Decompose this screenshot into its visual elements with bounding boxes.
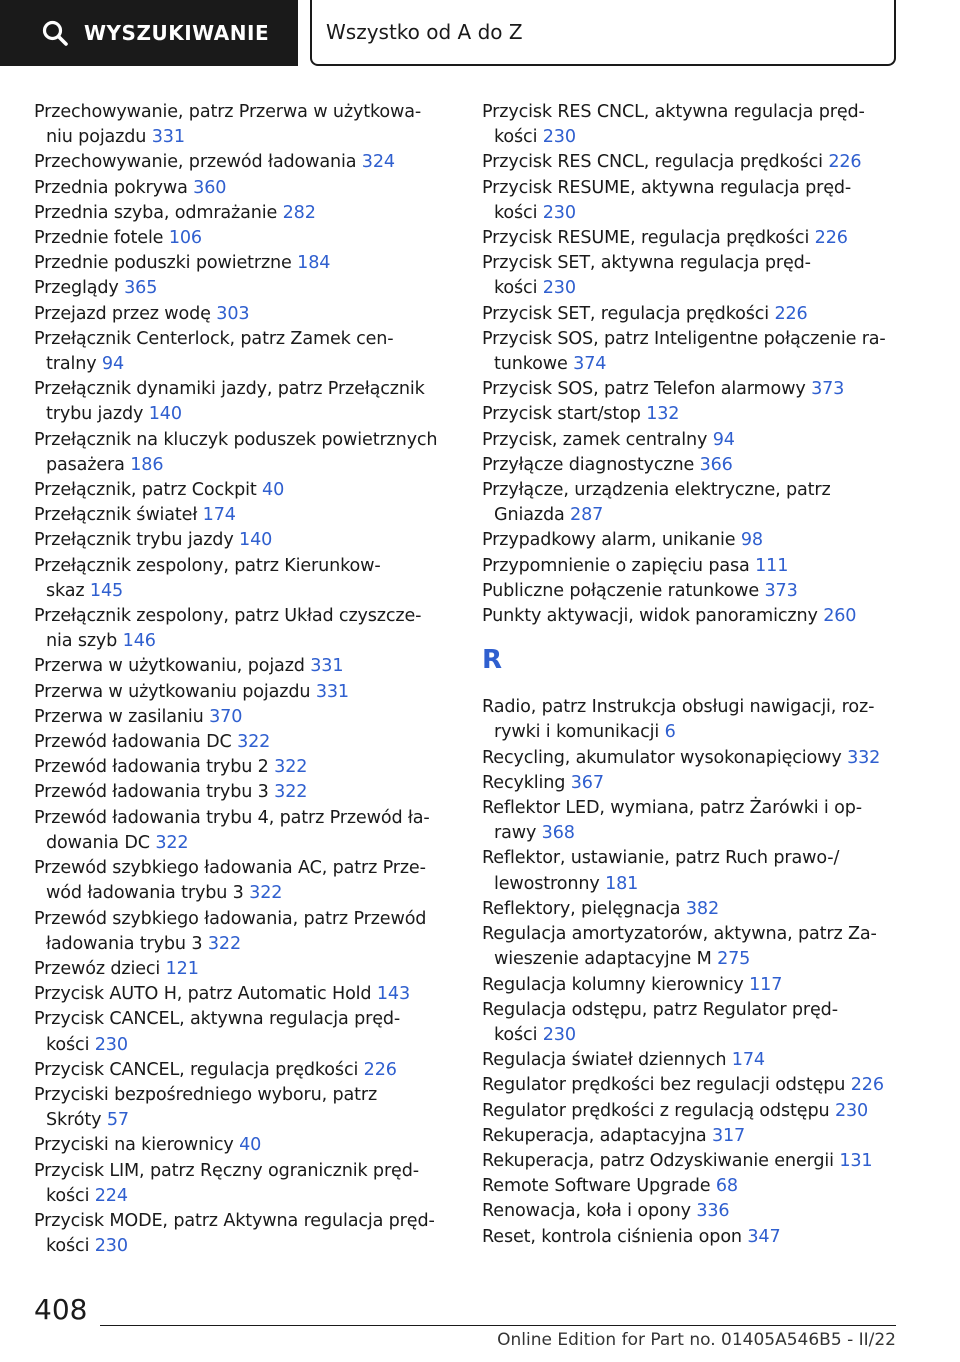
index-entry-term-continuation: lewostronny [494,873,600,894]
index-entry [482,579,902,604]
page-link[interactable]: 98 [740,530,763,551]
index-entry [34,327,464,377]
index-entry-term-continuation: kości [46,1185,90,1206]
index-entry [482,1174,902,1199]
footer-divider [100,1325,896,1326]
index-entry-term: Regulacja kolumny kierownicy [482,974,744,995]
index-entry-term: Przełącznik zespolony, patrz Układ czyszcze- [34,606,422,627]
index-entry-term: Przerwa w zasilaniu [34,706,204,727]
index-entry [34,377,464,427]
index-entry [34,806,464,856]
a-to-z-tab-label: Wszystko od A do Z [326,20,523,44]
index-entry [34,957,464,982]
page-link[interactable]: 382 [685,898,720,919]
index-entry-term: Przewód szybkiego ładowania, patrz Przewód [34,908,427,929]
index-entry-term: Przycisk LIM, patrz Ręczny ogranicznik pręd- [34,1160,419,1181]
index-entry-term: Renowacja, koła i opony [482,1201,691,1222]
index-entry [34,856,464,906]
index-entry [34,528,464,553]
index-entry [482,1048,902,1073]
search-tab-label: WYSZUKIWANIE [84,21,270,45]
index-entry-term: Przycisk SET, aktywna regulacja pręd- [482,253,811,274]
index-entry [34,654,464,679]
index-entry-term: Przypadkowy alarm, unikanie [482,530,736,551]
index-entry [34,302,464,327]
index-entry-term: Przednie fotele [34,228,164,249]
index-entry-term: Regulator prędkości bez regulacji odstępu [482,1075,846,1096]
index-entry-term: Przycisk RESUME, aktywna regulacja pręd- [482,177,852,198]
index-entry [482,1149,902,1174]
index-entry [34,1058,464,1083]
page-link[interactable]: 226 [814,228,848,249]
page-link[interactable]: 275 [717,949,751,970]
index-column-left [34,100,464,1259]
index-entry [34,1083,464,1133]
index-entry-term: Regulacja świateł dziennych [482,1050,727,1071]
page-link[interactable]: 174 [202,505,236,526]
index-entry-term: Przerwa w użytkowaniu, pojazd [34,656,305,677]
index-entry-term: Publiczne połączenie ratunkowe [482,580,760,601]
index-entry-term-continuation: wieszenie adaptacyjne M [494,949,712,970]
page-link[interactable]: 230 [834,1100,869,1121]
index-entry-term: Przycisk, zamek centralny [482,429,708,450]
page-link[interactable]: 373 [764,580,798,601]
page-link[interactable]: 106 [168,228,202,249]
page-link[interactable]: 317 [711,1125,746,1146]
index-entry [482,771,902,796]
index-entry-term-continuation: nia szyb [46,631,118,652]
index-entry-term: Regulator prędkości z regulacją odstępu [482,1100,830,1121]
index-entry-term: Punkty aktywacji, widok panoramiczny [482,606,818,627]
index-entry-term-continuation: ładowania trybu 3 [46,933,203,954]
index-entry [34,907,464,957]
index-entry-term: Przewóz dzieci [34,958,161,979]
page-link[interactable]: 140 [239,530,273,551]
index-entry-term-continuation: kości [494,278,538,299]
index-entry [34,100,464,150]
index-entry-term: Przednie poduszki powietrzne [34,253,292,274]
index-entry [482,150,902,175]
page-link[interactable]: 226 [850,1075,884,1096]
page-link[interactable]: 40 [262,480,285,501]
index-entry [34,1159,464,1209]
index-entry [482,1199,902,1224]
section-letter-r: R [482,645,503,676]
page-link[interactable]: 132 [646,404,680,425]
index-entry [34,680,464,705]
page-link[interactable]: 226 [363,1059,397,1080]
index-entry-term: Przewód ładowania DC [34,732,232,753]
page-link[interactable]: 332 [847,747,881,768]
a-to-z-tab[interactable] [310,0,896,66]
index-entry-term: Przewód ładowania trybu 3 [34,782,269,803]
page-link[interactable]: 117 [749,974,783,995]
page-link[interactable]: 322 [207,933,241,954]
page-link[interactable]: 184 [297,253,331,274]
page-link[interactable]: 186 [130,454,164,475]
index-entry [34,150,464,175]
index-entry [34,176,464,201]
page-link[interactable]: 57 [106,1110,129,1131]
index-entry-term-continuation: tralny [46,354,97,375]
index-entry-term-continuation: kości [46,1236,90,1257]
index-entry-term: Przełącznik dynamiki jazdy, patrz Przełącznik [34,379,425,400]
page-link[interactable]: 322 [237,732,271,753]
page-link[interactable]: 260 [823,606,857,627]
index-entry [482,176,902,226]
index-entry [34,428,464,478]
index-entry-term-continuation: pasażera [46,454,125,475]
search-tab[interactable] [0,0,298,66]
index-entry [482,796,902,846]
index-entry-term-continuation: wód ładowania trybu 3 [46,883,244,904]
index-group-r [482,695,902,1249]
page-link[interactable]: 143 [376,984,411,1005]
index-entry-term: Przełącznik na kluczyk poduszek powietrznych [34,429,438,450]
index-entry [482,922,902,972]
page-link[interactable]: 331 [315,681,349,702]
index-entry-term: Przełącznik trybu jazdy [34,530,234,551]
index-entry [482,327,902,377]
index-entry [482,251,902,301]
index-entry-term: Przewód szybkiego ładowania AC, patrz Prze- [34,858,426,879]
index-entry-term-continuation: skaz [46,580,85,601]
index-entry-term: Regulacja odstępu, patrz Regulator pręd- [482,999,838,1020]
index-entry-term: Rekuperacja, patrz Odzyskiwanie energii [482,1150,834,1171]
index-entry [482,528,902,553]
index-entry [482,453,902,478]
index-entry [34,251,464,276]
index-entry-term: Przyłącze, urządzenia elektryczne, patrz [482,480,831,501]
index-entry-term-continuation: kości [46,1034,90,1055]
page-link[interactable]: 174 [731,1050,765,1071]
page-link[interactable]: 322 [155,832,189,853]
index-entry-term: Przełącznik zespolony, patrz Kierunkow- [34,555,381,576]
index-entry-term-continuation: tunkowe [494,354,568,375]
index-entry [34,503,464,528]
page-link[interactable]: 6 [664,722,676,743]
index-entry-term: Rekuperacja, adaptacyjna [482,1125,707,1146]
index-entry [482,1124,902,1149]
index-entry-term: Przycisk MODE, patrz Aktywna regulacja pręd- [34,1210,435,1231]
index-entry-term: Radio, patrz Instrukcja obsługi nawigacji, roz- [482,697,875,718]
page-link[interactable]: 230 [94,1034,128,1055]
page-link[interactable]: 370 [209,706,243,727]
index-entry [482,998,902,1048]
page-link[interactable]: 230 [542,1024,576,1045]
index-entry-term: Przycisk SET, regulacja prędkości [482,303,769,324]
index-entry-term: Przypomnienie o zapięciu pasa [482,555,750,576]
index-entry-term: Reflektor, ustawianie, patrz Ruch prawo-/ [482,848,840,869]
page-link[interactable]: 181 [605,873,639,894]
index-entry-term-continuation: trybu jazdy [46,404,144,425]
index-entry-term: Przewód ładowania trybu 2 [34,757,269,778]
index-entry-term: Przycisk RES CNCL, aktywna regulacja pręd- [482,102,865,122]
page-link[interactable]: 146 [122,631,156,652]
edition-note: Online Edition for Part no. 01405A546B5 - II/22 [497,1330,896,1350]
index-entry-term-continuation: rywki i komunikacji [494,722,660,743]
index-entry-term: Remote Software Upgrade [482,1176,711,1197]
page-link[interactable]: 336 [696,1201,730,1222]
page-link[interactable]: 140 [148,404,182,425]
page-link[interactable]: 322 [249,883,283,904]
index-entry [482,973,902,998]
index-entry-term: Przełącznik Centerlock, patrz Zamek cen- [34,328,394,349]
page-link[interactable]: 331 [151,127,185,148]
page-link[interactable]: 145 [89,580,124,601]
index-entry [482,897,902,922]
page-link[interactable]: 226 [774,303,808,324]
index-entry-term-continuation: niu pojazdu [46,127,147,148]
index-entry-term: Przełącznik świateł [34,505,198,526]
index-entry-term: Recykling [482,772,566,793]
index-entry [34,1209,464,1259]
page-link[interactable]: 282 [282,202,316,223]
page-link[interactable]: 322 [274,757,308,778]
page-link[interactable]: 94 [101,354,125,375]
index-entry [482,846,902,896]
index-entry-term-continuation: Gniazda [494,505,565,526]
page-link[interactable]: 367 [570,772,604,793]
index-entry [34,554,464,604]
page-link[interactable]: 374 [573,354,607,375]
index-entry [482,554,902,579]
page-link[interactable]: 111 [755,555,789,576]
index-entry [34,780,464,805]
index-entry-term-continuation: dowania DC [46,832,150,853]
index-entry [482,302,902,327]
page-link[interactable]: 224 [94,1185,128,1206]
index-entry [34,1133,464,1158]
index-entry-term-continuation: rawy [494,823,537,844]
page-link[interactable]: 324 [361,152,395,173]
index-entry-term: Reset, kontrola ciśnienia opon [482,1226,742,1247]
index-entry [34,982,464,1007]
page-link[interactable]: 366 [699,454,733,475]
index-entry-term: Przednia pokrywa [34,177,188,198]
page-link[interactable]: 230 [94,1236,128,1257]
index-entry-term: Przeglądy [34,278,119,299]
index-entry [34,730,464,755]
index-entry-term: Reflektor LED, wymiana, patrz Żarówki i op- [482,798,862,819]
index-entry [482,746,902,771]
index-group-p-continued [482,100,902,629]
index-entry-term: Przejazd przez wodę [34,303,211,324]
page-link[interactable]: 331 [310,656,344,677]
index-entry [34,226,464,251]
index-entry-term: Przełącznik, patrz Cockpit [34,480,257,501]
index-entry [34,604,464,654]
page-link[interactable]: 94 [712,429,735,450]
index-entry-term: Przyłącze diagnostyczne [482,454,695,475]
index-entry-term-continuation: kości [494,127,538,148]
index-entry-term: Przechowywanie, przewód ładowania [34,152,357,173]
index-entry [34,755,464,780]
index-entry-term: Recycling, akumulator wysokonapięciowy [482,747,842,768]
index-entry-term: Przyciski na kierownicy [34,1135,234,1156]
index-entry [34,705,464,730]
search-icon [40,18,70,48]
page-link[interactable]: 360 [193,177,227,198]
index-entry-term-continuation: Skróty [46,1110,102,1131]
index-entry [482,604,902,629]
index-entry [34,201,464,226]
page-link[interactable]: 322 [274,782,308,803]
page-number: 408 [34,1293,88,1326]
index-entry [34,276,464,301]
index-entry-term-continuation: kości [494,1024,538,1045]
index-entry [34,478,464,503]
index-column-right [482,100,902,1250]
page-link[interactable]: 230 [542,278,576,299]
page-link[interactable]: 68 [715,1176,738,1197]
index-entry-term: Przycisk CANCEL, regulacja prędkości [34,1059,359,1080]
page-link[interactable]: 373 [811,379,845,400]
index-entry-term: Przednia szyba, odmrażanie [34,202,278,223]
page-link[interactable]: 287 [570,505,604,526]
page-link[interactable]: 230 [542,127,576,148]
page-link[interactable]: 131 [839,1150,873,1171]
index-entry-term: Przycisk AUTO H, patrz Automatic Hold [34,984,372,1005]
index-entry [482,1225,902,1250]
index-entry [482,1099,902,1124]
page-link[interactable]: 365 [124,278,158,299]
index-entry [482,428,902,453]
index-entry-term: Przycisk RESUME, regulacja prędkości [482,228,810,249]
index-entry-term: Przechowywanie, patrz Przerwa w użytkowa- [34,102,422,122]
index-entry-term: Przycisk SOS, patrz Inteligentne połączenie ra- [482,328,886,349]
index-entry [482,695,902,745]
index-entry-term: Przewód ładowania trybu 4, patrz Przewód ła- [34,807,430,828]
index-entry-term: Przycisk SOS, patrz Telefon alarmowy [482,379,806,400]
page-link[interactable]: 226 [828,152,862,173]
index-entry [482,100,902,150]
index-entry-term: Regulacja amortyzatorów, aktywna, patrz Za- [482,924,877,945]
index-entry-term: Przycisk CANCEL, aktywna regulacja pręd- [34,1009,401,1030]
top-navigation [0,0,960,68]
index-entry [482,402,902,427]
index-entry [34,1007,464,1057]
index-entry-term: Przycisk RES CNCL, regulacja prędkości [482,152,823,173]
index-entry-term-continuation: kości [494,202,538,223]
index-entry [482,1073,902,1098]
index-entry [482,226,902,251]
index-entry-term: Przycisk start/stop [482,404,641,425]
page-link[interactable]: 368 [541,823,575,844]
page-link[interactable]: 121 [165,958,199,979]
page-link[interactable]: 40 [239,1135,262,1156]
page-link[interactable]: 347 [747,1226,781,1247]
index-entry [482,478,902,528]
index-entry [482,377,902,402]
page-link[interactable]: 303 [216,303,250,324]
page-link[interactable]: 230 [542,202,576,223]
index-entry-term: Przerwa w użytkowaniu pojazdu [34,681,311,702]
index-entry-term: Przyciski bezpośredniego wyboru, patrz [34,1084,378,1105]
index-entry-term: Reflektory, pielęgnacja [482,898,681,919]
